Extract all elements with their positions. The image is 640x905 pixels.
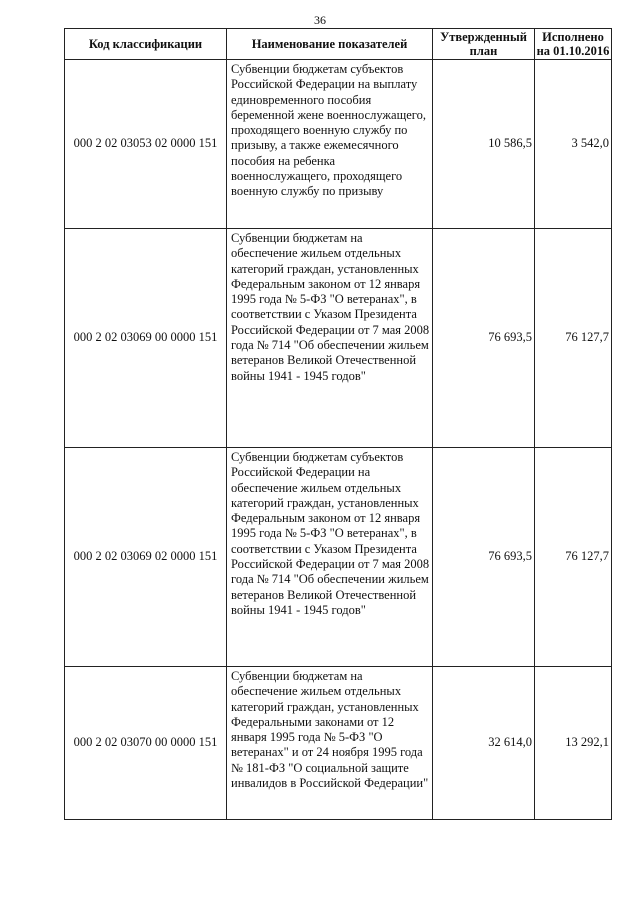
row-code: 000 2 02 03069 02 0000 151 bbox=[65, 448, 227, 667]
header-code: Код классификации bbox=[65, 29, 227, 60]
row-plan: 10 586,5 bbox=[433, 60, 535, 229]
row-plan: 76 693,5 bbox=[433, 448, 535, 667]
row-plan: 32 614,0 bbox=[433, 667, 535, 820]
row-executed: 3 542,0 bbox=[535, 60, 612, 229]
header-plan: Утвержденный план bbox=[433, 29, 535, 60]
row-name: Субвенции бюджетам на обеспечение жильем отдельных категорий граждан, установленных Федеральным законом от 12 января 1995 года № 5-ФЗ "О ветеранах", в соответствии с Указом Президента Российской Федерации от 7 мая 2008 года № 714 "Об обеспечении жильем ветеранов Великой Отечественной войны 1941 - 1945 годов" bbox=[227, 229, 433, 448]
header-executed: Исполнено на 01.10.2016 bbox=[535, 29, 612, 60]
row-code: 000 2 02 03069 00 0000 151 bbox=[65, 229, 227, 448]
row-name: Субвенции бюджетам субъектов Российской Федерации на обеспечение жильем отдельных категорий граждан, установленных Федеральным законом от 12 января 1995 года № 5-ФЗ "О ветеранах", в соответствии с Указом Президента Российской Федерации от 7 мая 2008 года № 714 "Об обеспечении жильем ветеранов Великой Отечественной войны 1941 - 1945 годов" bbox=[227, 448, 433, 667]
row-executed: 76 127,7 bbox=[535, 448, 612, 667]
page-number: 36 bbox=[314, 13, 326, 27]
row-name: Субвенции бюджетам субъектов Российской Федерации на выплату единовременного пособия беременной жене военнослужащего, проходящего военную службу по призыву, а также ежемесячного пособия на ребенка военнослужащего, проходящего военную службу по призыву bbox=[227, 60, 433, 229]
row-plan: 76 693,5 bbox=[433, 229, 535, 448]
table-row bbox=[65, 60, 612, 229]
row-executed: 13 292,1 bbox=[535, 667, 612, 820]
row-code: 000 2 02 03070 00 0000 151 bbox=[65, 667, 227, 820]
table-header-row bbox=[65, 29, 612, 60]
table-row bbox=[65, 667, 612, 820]
table-row bbox=[65, 448, 612, 667]
row-code: 000 2 02 03053 02 0000 151 bbox=[65, 60, 227, 229]
table-row bbox=[65, 229, 612, 448]
header-name: Наименование показателей bbox=[227, 29, 433, 60]
budget-table bbox=[64, 28, 612, 820]
row-executed: 76 127,7 bbox=[535, 229, 612, 448]
row-name: Субвенции бюджетам на обеспечение жильем отдельных категорий граждан, установленных Федеральными законами от 12 января 1995 года № 5-ФЗ "О ветеранах" и от 24 ноября 1995 года № 181-ФЗ "О социальной защите инвалидов в Российской Федерации" bbox=[227, 667, 433, 820]
